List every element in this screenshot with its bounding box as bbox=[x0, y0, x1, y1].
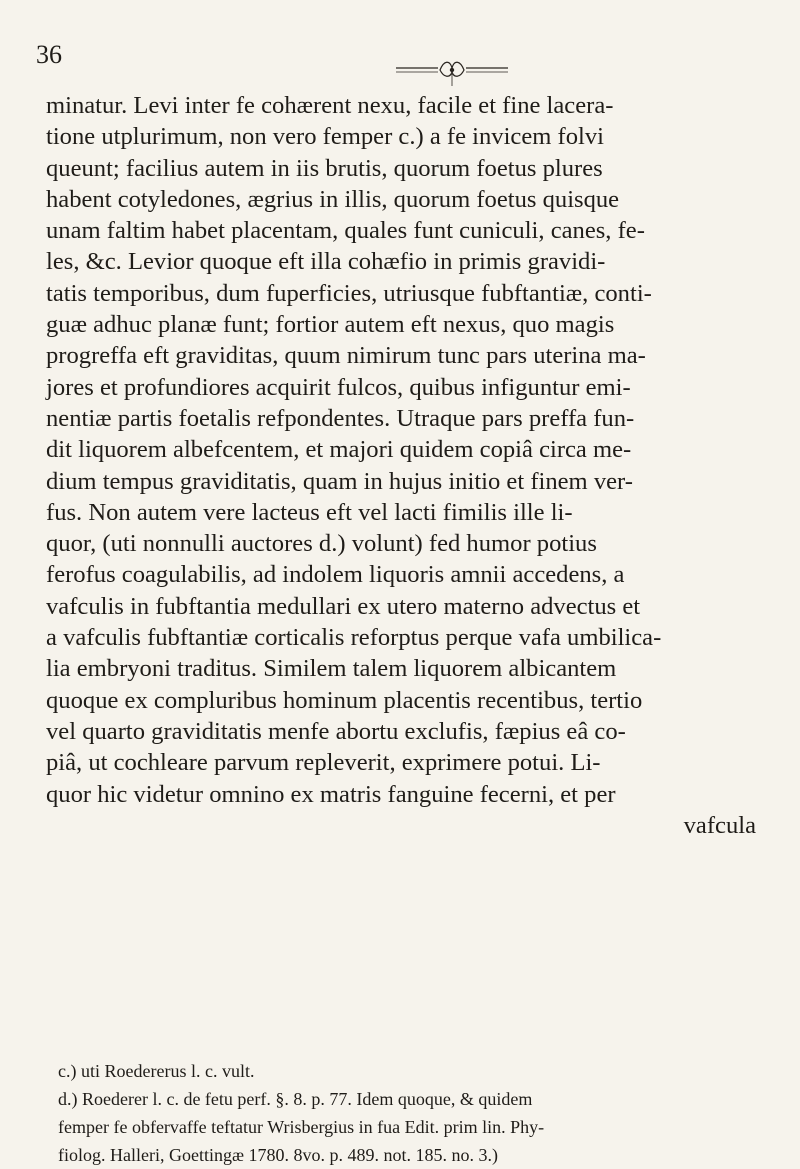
text-line: dit liquorem albefcentem, et majori quidem copiâ circa me- bbox=[46, 436, 632, 464]
text-line: jores et profundiores acquirit fulcos, quibus infiguntur emi- bbox=[46, 373, 631, 401]
text-line: nentiæ partis foetalis refpondentes. Utraque pars preffa fun- bbox=[46, 404, 635, 432]
text-line: queunt; facilius autem in iis brutis, quorum foetus plures bbox=[46, 154, 603, 182]
footnote-d: d.) Roederer l. c. de fetu perf. §. 8. p. 77. Idem quoque, & quidem bbox=[58, 1089, 533, 1109]
main-text bbox=[46, 90, 786, 841]
footnote-d-continued: fiolog. Halleri, Goettingæ 1780. 8vo. p. 489. not. 185. no. 3.) bbox=[58, 1145, 498, 1165]
text-line: les, &c. Levior quoque eft illa cohæfio in primis gravidi- bbox=[46, 248, 606, 276]
text-line: piâ, ut cochleare parvum repleverit, exprimere potui. Li- bbox=[46, 749, 601, 777]
text-line: lia embryoni traditus. Similem talem liquorem albicantem bbox=[46, 655, 617, 683]
text-line: fus. Non autem vere lacteus eft vel lacti fimilis ille li- bbox=[46, 498, 573, 526]
text-line: dium tempus graviditatis, quam in hujus initio et finem ver- bbox=[46, 467, 633, 495]
text-line: tatis temporibus, dum fuperficies, utriusque fubftantiæ, conti- bbox=[46, 279, 652, 307]
text-line: minatur. Levi inter fe cohærent nexu, facile et fine lacera- bbox=[46, 92, 614, 119]
footnote-d-continued: femper fe obfervaffe teftatur Wrisbergius in fua Edit. prim lin. Phy- bbox=[58, 1117, 545, 1137]
catchword: vafcula bbox=[683, 811, 756, 839]
text-line: ferofus coagulabilis, ad indolem liquoris amnii accedens, a bbox=[46, 561, 625, 589]
footnotes bbox=[58, 1057, 793, 1169]
text-line: vafculis in fubftantia medullari ex utero materno advectus et bbox=[46, 592, 641, 620]
text-line: vel quarto graviditatis menfe abortu exclufis, fæpius eâ co- bbox=[46, 717, 626, 745]
page-number: 36 bbox=[36, 40, 62, 69]
text-line: unam faltim habet placentam, quales funt cuniculi, canes, fe- bbox=[46, 217, 645, 245]
text-line: tione utplurimum, non vero femper c.) a fe invicem folvi bbox=[46, 123, 604, 151]
text-line: quor, (uti nonnulli auctores d.) volunt) fed humor potius bbox=[46, 530, 597, 558]
text-line: guæ adhuc planæ funt; fortior autem eft nexus, quo magis bbox=[46, 311, 615, 339]
text-line: progreffa eft graviditas, quum nimirum tunc pars uterina ma- bbox=[46, 342, 646, 370]
text-line: a vafculis fubftantiæ corticalis reforptus perque vafa umbilica- bbox=[46, 624, 662, 652]
text-line: quoque ex compluribus hominum placentis recentibus, tertio bbox=[46, 686, 643, 714]
header-ornament-icon bbox=[392, 50, 512, 90]
footnote-c: c.) uti Roedererus l. c. vult. bbox=[58, 1061, 255, 1081]
text-line: quor hic videtur omnino ex matris fanguine fecerni, et per bbox=[46, 780, 616, 808]
text-line: habent cotyledones, ægrius in illis, quorum foetus quisque bbox=[46, 185, 620, 213]
